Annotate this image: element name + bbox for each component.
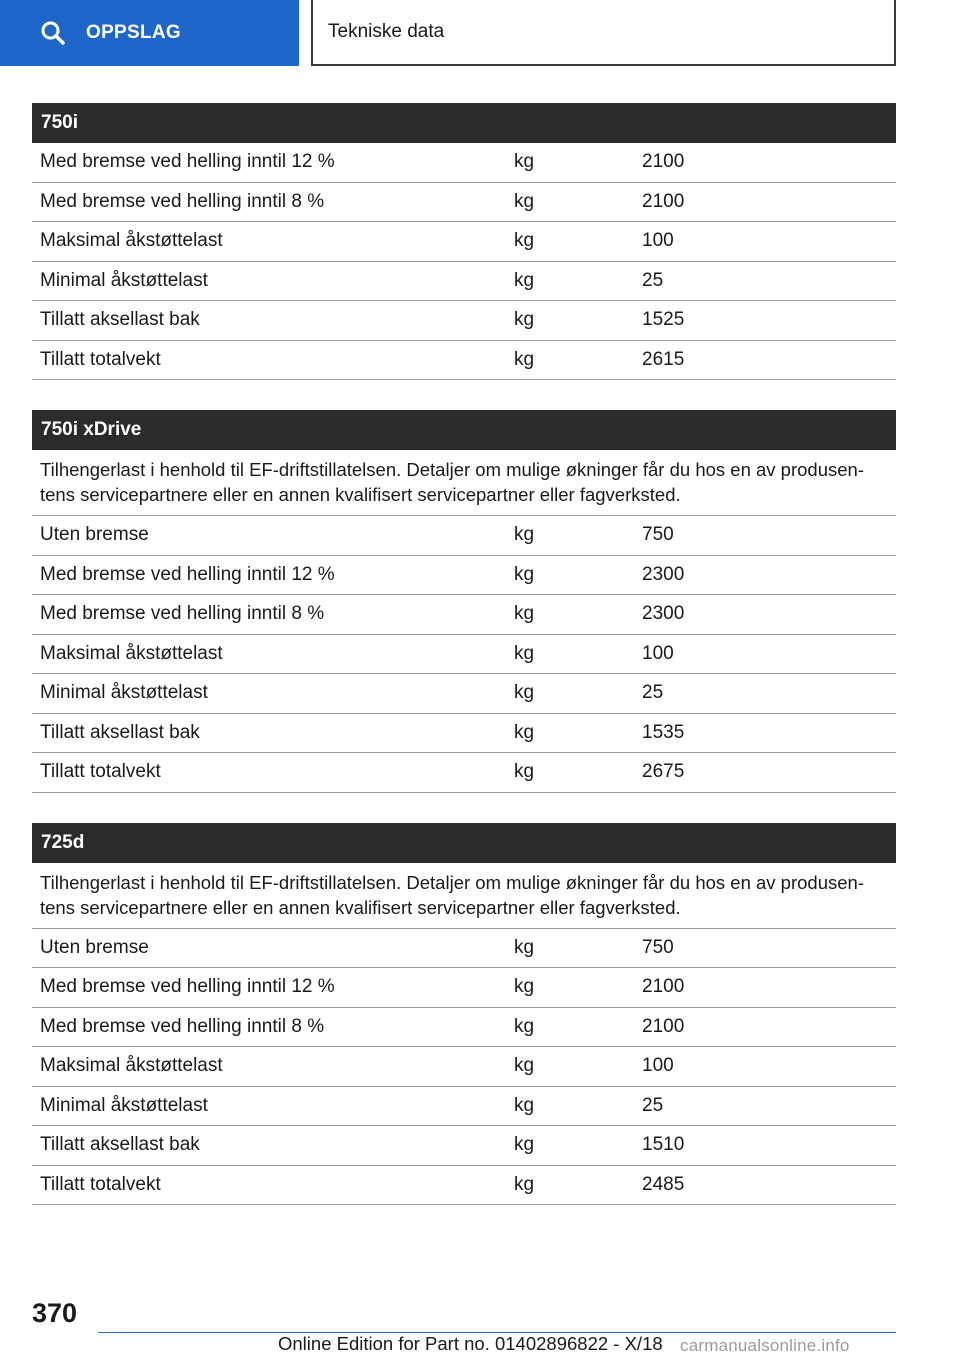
row-label: Uten bremse xyxy=(40,936,149,958)
row-unit: kg xyxy=(514,524,535,546)
row-unit: kg xyxy=(514,761,535,783)
row-label: Uten bremse xyxy=(40,524,149,546)
row-unit: kg xyxy=(514,936,535,958)
table-row xyxy=(32,929,896,969)
table-row xyxy=(32,714,896,754)
row-label: Minimal åkstøttelast xyxy=(40,682,208,704)
top-bar xyxy=(0,0,960,66)
row-unit: kg xyxy=(514,1015,535,1037)
row-label: Tillatt aksellast bak xyxy=(40,309,200,331)
search-icon xyxy=(40,20,66,46)
table-row xyxy=(32,301,896,341)
lookup-tab[interactable] xyxy=(0,0,299,66)
row-value: 750 xyxy=(642,524,674,546)
table-row xyxy=(32,1008,896,1048)
row-unit: kg xyxy=(514,309,535,331)
table-row xyxy=(32,556,896,596)
chapter-title-text: Tekniske data xyxy=(328,21,445,42)
row-label: Maksimal åkstøttelast xyxy=(40,230,223,252)
section-description: Tilhengerlast i henhold til EF-driftstillatelsen. Detaljer om mulige økninger får du hos en av produsen-tens servicepartnere eller en annen kvalifisert servicepartner eller fagverksted. xyxy=(32,863,896,929)
row-label: Med bremse ved helling inntil 12 % xyxy=(40,563,335,585)
row-value: 100 xyxy=(642,230,674,252)
row-label: Med bremse ved helling inntil 12 % xyxy=(40,151,335,173)
section-description: Tilhengerlast i henhold til EF-driftstillatelsen. Detaljer om mulige økninger får du hos en av produsen-tens servicepartnere eller en annen kvalifisert servicepartner eller fagverksted. xyxy=(32,450,896,516)
chapter-title[interactable] xyxy=(311,0,896,66)
row-unit: kg xyxy=(514,269,535,291)
table-row xyxy=(32,143,896,183)
row-value: 1525 xyxy=(642,309,685,331)
table-row xyxy=(32,222,896,262)
row-value: 2100 xyxy=(642,976,685,998)
table-row xyxy=(32,968,896,1008)
row-unit: kg xyxy=(514,642,535,664)
row-unit: kg xyxy=(514,563,535,585)
spec-section xyxy=(32,823,896,1206)
row-label: Tillatt aksellast bak xyxy=(40,721,200,743)
table-row xyxy=(32,595,896,635)
row-value: 25 xyxy=(642,269,664,291)
row-value: 2615 xyxy=(642,348,685,370)
table-row xyxy=(32,1166,896,1206)
row-label: Tillatt totalvekt xyxy=(40,348,161,370)
row-label: Med bremse ved helling inntil 8 % xyxy=(40,603,325,625)
spec-section xyxy=(32,410,896,793)
row-value: 1535 xyxy=(642,721,685,743)
row-value: 2100 xyxy=(642,190,685,212)
watermark: carmanualsonline.info xyxy=(680,1336,850,1355)
row-value: 1510 xyxy=(642,1134,685,1156)
table-row xyxy=(32,635,896,675)
row-label: Med bremse ved helling inntil 8 % xyxy=(40,1015,325,1037)
row-value: 25 xyxy=(642,682,664,704)
row-value: 2100 xyxy=(642,1015,685,1037)
table-row xyxy=(32,341,896,381)
row-label: Tillatt aksellast bak xyxy=(40,1134,200,1156)
row-unit: kg xyxy=(514,976,535,998)
row-label: Tillatt totalvekt xyxy=(40,761,161,783)
row-value: 2300 xyxy=(642,563,685,585)
row-unit: kg xyxy=(514,348,535,370)
row-value: 100 xyxy=(642,642,674,664)
table-row xyxy=(32,1047,896,1087)
table-row xyxy=(32,516,896,556)
table-row xyxy=(32,183,896,223)
row-unit: kg xyxy=(514,1094,535,1116)
row-value: 2675 xyxy=(642,761,685,783)
row-value: 25 xyxy=(642,1094,664,1116)
table-row xyxy=(32,262,896,302)
row-label: Maksimal åkstøttelast xyxy=(40,1055,223,1077)
row-label: Med bremse ved helling inntil 12 % xyxy=(40,976,335,998)
row-label: Minimal åkstøttelast xyxy=(40,1094,208,1116)
section-title: 750i xyxy=(32,103,896,143)
row-value: 2485 xyxy=(642,1173,685,1195)
row-label: Med bremse ved helling inntil 8 % xyxy=(40,190,325,212)
row-value: 100 xyxy=(642,1055,674,1077)
row-unit: kg xyxy=(514,230,535,252)
row-value: 2100 xyxy=(642,151,685,173)
section-title: 725d xyxy=(32,823,896,863)
row-unit: kg xyxy=(514,190,535,212)
table-row xyxy=(32,674,896,714)
section-title: 750i xDrive xyxy=(32,410,896,450)
table-row xyxy=(32,1126,896,1166)
row-label: Minimal åkstøttelast xyxy=(40,269,208,291)
edition-text: Online Edition for Part no. 01402896822 - X/18 xyxy=(278,1333,663,1354)
row-unit: kg xyxy=(514,603,535,625)
spec-tables xyxy=(32,103,896,1235)
row-unit: kg xyxy=(514,682,535,704)
row-unit: kg xyxy=(514,151,535,173)
row-label: Tillatt totalvekt xyxy=(40,1173,161,1195)
page-number: 370 xyxy=(32,1298,78,1328)
row-unit: kg xyxy=(514,1173,535,1195)
row-value: 2300 xyxy=(642,603,685,625)
row-value: 750 xyxy=(642,936,674,958)
row-unit: kg xyxy=(514,721,535,743)
table-row xyxy=(32,1087,896,1127)
lookup-label: OPPSLAG xyxy=(86,22,182,43)
row-unit: kg xyxy=(514,1134,535,1156)
row-unit: kg xyxy=(514,1055,535,1077)
spec-section xyxy=(32,103,896,380)
row-label: Maksimal åkstøttelast xyxy=(40,642,223,664)
table-row xyxy=(32,753,896,793)
